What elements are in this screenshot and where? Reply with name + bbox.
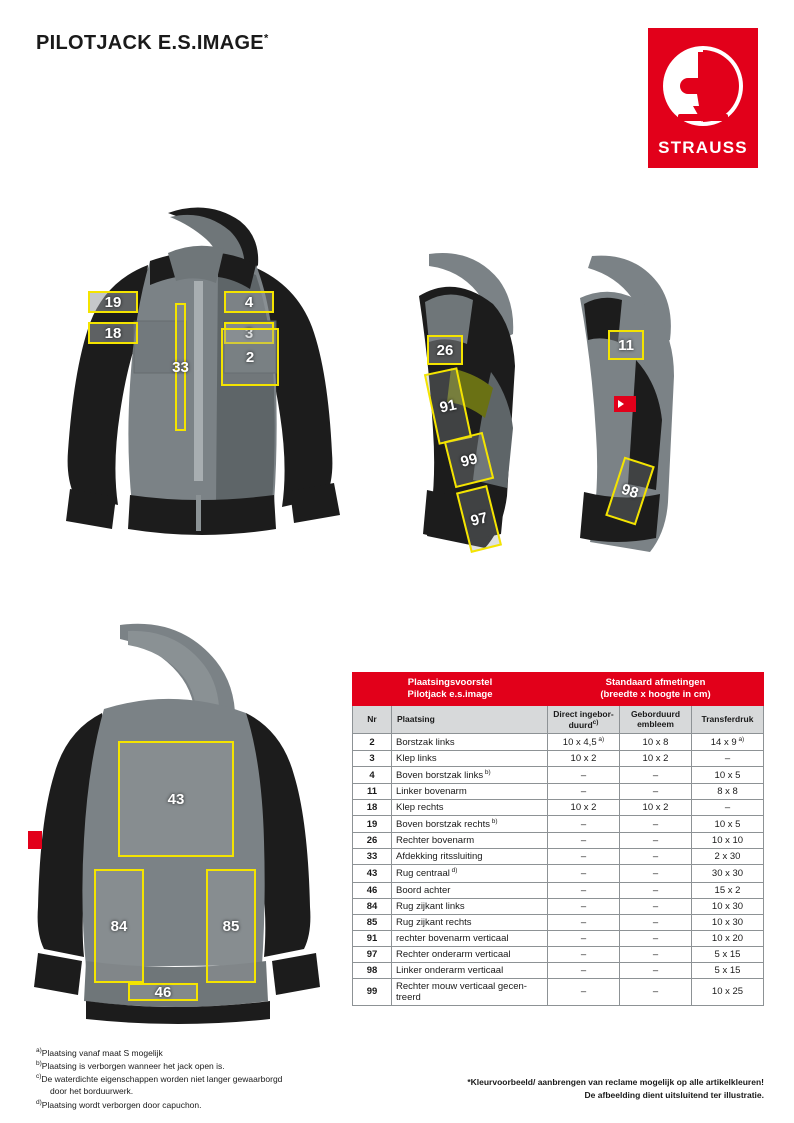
marker-33: 33 [175, 303, 186, 431]
table-header-right-line2: (breedte x hoogte in cm) [600, 688, 711, 700]
footnote-b-sup: b) [36, 1060, 42, 1068]
table-row [353, 898, 764, 914]
cell-plaatsing: Linker bovenarm [392, 784, 548, 800]
cell-direct: – [548, 816, 620, 833]
cell-transfer: – [692, 751, 764, 767]
table-row [353, 930, 764, 946]
marker-18: 18 [88, 322, 138, 344]
cell-direct: – [548, 914, 620, 930]
table-header-right-line1: Standaard afmetingen [605, 677, 706, 688]
column-direct-line1: Direct ingebor- [553, 708, 614, 719]
cell-nr: 11 [353, 784, 392, 800]
cell-nr: 4 [353, 767, 392, 784]
cell-transfer: 5 x 15 [692, 962, 764, 978]
cell-plaatsing: Linker onderarm verticaal [392, 962, 548, 978]
marker-3: 3 [224, 322, 274, 344]
cell-embleem: – [620, 930, 692, 946]
marker-19: 19 [88, 291, 138, 313]
cell-direct: – [548, 898, 620, 914]
cell-embleem: – [620, 898, 692, 914]
cell-plaatsing: Rug zijkant rechts [392, 914, 548, 930]
cell-transfer: 10 x 25 [692, 978, 764, 1005]
cell-plaatsing-sup: b) [483, 769, 491, 777]
footnote-a-text: Plaatsing vanaf maat S mogelijk [41, 1047, 163, 1058]
footnote-d-text: Plaatsing wordt verborgen door capuchon. [41, 1099, 202, 1110]
cell-nr: 98 [353, 962, 392, 978]
column-direct-sup: c) [592, 718, 599, 726]
cell-plaatsing: Boven borstzak links $^{b)}$ [392, 767, 548, 784]
cell-transfer: 10 x 5 [692, 767, 764, 784]
jacket-side-view [550, 250, 700, 560]
cell-transfer: 5 x 15 [692, 946, 764, 962]
column-transferdruk: Transferdruk [692, 705, 764, 733]
cell-direct: – [548, 978, 620, 1005]
cell-transfer: 10 x 30 [692, 898, 764, 914]
cell-nr: 46 [353, 882, 392, 898]
table-row [353, 751, 764, 767]
footnote-b [36, 1059, 366, 1072]
strauss-logo [648, 28, 758, 168]
footnote-a-sup: a) [36, 1047, 42, 1054]
cell-nr: 33 [353, 849, 392, 865]
cell-transfer: 30 x 30 [692, 865, 764, 882]
cell-plaatsing: Klep links [392, 751, 548, 767]
cell-embleem: – [620, 962, 692, 978]
cell-direct: – [548, 962, 620, 978]
marker-99: 99 [444, 432, 494, 488]
marker-97: 97 [456, 485, 502, 553]
table-header-red [353, 673, 764, 706]
table-row [353, 784, 764, 800]
table-header-left-line1: Plaatsingsvoorstel [407, 677, 493, 688]
cell-embleem: – [620, 833, 692, 849]
marker-85: 85 [206, 869, 256, 983]
cell-plaatsing: rechter bovenarm verticaal [392, 930, 548, 946]
cell-transfer: 10 x 30 [692, 914, 764, 930]
cell-direct: 10 x 4,5 $^{a)}$ [548, 733, 620, 750]
marker-2: 2 [221, 328, 279, 386]
table-body [353, 733, 764, 1005]
page-title-text: PILOTJACK E.S.IMAGE [36, 32, 264, 54]
cell-nr: 19 [353, 816, 392, 833]
footnote-d-sup: d) [36, 1098, 42, 1106]
cell-direct: – [548, 767, 620, 784]
cell-plaatsing: Rug centraal $^{d)}$ [392, 865, 548, 882]
cell-plaatsing: Borstzak links [392, 733, 548, 750]
jacket-sleeve-view [395, 250, 545, 560]
footnote-a [36, 1046, 366, 1059]
cell-plaatsing-sup: b) [490, 818, 498, 826]
table-header-left-line2: Pilotjack e.s.image [407, 688, 493, 700]
cell-plaatsing: Rechter mouw verticaal gecen- treerd [392, 978, 548, 1005]
marker-84: 84 [94, 869, 144, 983]
disclaimer [344, 1076, 764, 1102]
cell-embleem: – [620, 767, 692, 784]
table-row [353, 946, 764, 962]
table-row [353, 833, 764, 849]
cell-nr: 84 [353, 898, 392, 914]
marker-43: 43 [118, 741, 234, 857]
table-header-right [548, 673, 764, 706]
cell-transfer: 10 x 10 [692, 833, 764, 849]
cell-direct: 10 x 2 [548, 751, 620, 767]
table-row [353, 865, 764, 882]
cell-nr: 2 [353, 733, 392, 750]
table-row [353, 882, 764, 898]
footnote-c-sup: c) [36, 1073, 42, 1081]
cell-direct: – [548, 946, 620, 962]
cell-direct: – [548, 865, 620, 882]
column-embleem-line2: embleem [637, 719, 674, 730]
table-row [353, 733, 764, 750]
footnote-b-text: Plaatsing is verborgen wanneer het jack open is. [41, 1060, 225, 1071]
strauss-anvil-icon [648, 40, 758, 132]
marker-26: 26 [427, 335, 463, 365]
column-nr: Nr [353, 705, 392, 733]
cell-nr: 91 [353, 930, 392, 946]
cell-plaatsing: Rug zijkant links [392, 898, 548, 914]
table-row [353, 978, 764, 1005]
cell-nr: 26 [353, 833, 392, 849]
jacket-front-view [18, 195, 378, 595]
marker-11: 11 [608, 330, 644, 360]
logo-brand-text: STRAUSS [658, 138, 748, 157]
cell-nr: 99 [353, 978, 392, 1005]
cell-embleem: – [620, 865, 692, 882]
column-geborduurd-embleem [620, 705, 692, 733]
table-header-columns [353, 705, 764, 733]
placement-table [352, 672, 764, 1006]
cell-plaatsing: Boven borstzak rechts $^{b)}$ [392, 816, 548, 833]
cell-transfer: 10 x 5 [692, 816, 764, 833]
table-row [353, 914, 764, 930]
cell-nr: 18 [353, 800, 392, 816]
cell-direct: – [548, 882, 620, 898]
cell-transfer: 15 x 2 [692, 882, 764, 898]
cell-transfer: 14 x 9 $^{a)}$ [692, 733, 764, 750]
cell-nr: 3 [353, 751, 392, 767]
cell-embleem: 10 x 2 [620, 800, 692, 816]
column-direct-line2: duurd [568, 719, 593, 730]
cell-plaatsing-sup: d) [449, 867, 458, 875]
disclaimer-line2: De afbeelding dient uitsluitend ter illustratie. [584, 1089, 764, 1100]
disclaimer-line1: *Kleurvoorbeeld/ aanbrengen van reclame mogelijk op alle artikelkleuren! [467, 1077, 764, 1087]
cell-nr: 43 [353, 865, 392, 882]
footnote-c-text: De waterdichte eigenschappen worden niet langer gewaarborgd [41, 1074, 283, 1085]
cell-embleem: – [620, 784, 692, 800]
cell-transfer: 2 x 30 [692, 849, 764, 865]
cell-nr: 97 [353, 946, 392, 962]
page-title-star: * [263, 32, 269, 45]
marker-98: 98 [605, 457, 655, 526]
cell-embleem: – [620, 946, 692, 962]
marker-91: 91 [424, 367, 472, 444]
table-row [353, 767, 764, 784]
cell-direct: – [548, 849, 620, 865]
cell-direct: 10 x 2 [548, 800, 620, 816]
cell-transfer: – [692, 800, 764, 816]
cell-direct: – [548, 833, 620, 849]
table-row [353, 849, 764, 865]
cell-embleem: – [620, 882, 692, 898]
cell-transfer: 8 x 8 [692, 784, 764, 800]
marker-4: 4 [224, 291, 274, 313]
cell-nr: 85 [353, 914, 392, 930]
table-row [353, 816, 764, 833]
cell-transfer: 10 x 20 [692, 930, 764, 946]
cell-direct: – [548, 930, 620, 946]
cell-embleem: – [620, 816, 692, 833]
footnote-d [36, 1098, 366, 1111]
table-row [353, 962, 764, 978]
cell-direct-sup: a) [596, 735, 605, 743]
footnote-c [36, 1072, 366, 1085]
table-header-left [353, 673, 548, 706]
cell-embleem: – [620, 849, 692, 865]
column-direct-ingeborduurd [548, 705, 620, 733]
cell-direct: – [548, 784, 620, 800]
cell-embleem: 10 x 8 [620, 733, 692, 750]
cell-embleem: – [620, 914, 692, 930]
column-embleem-line1: Geborduurd [630, 709, 681, 720]
cell-embleem: 10 x 2 [620, 751, 692, 767]
jacket-back-view [10, 615, 340, 1035]
table-row [353, 800, 764, 816]
cell-plaatsing: Rechter onderarm verticaal [392, 946, 548, 962]
column-plaatsing: Plaatsing [392, 705, 548, 733]
footnotes [36, 1046, 366, 1111]
footnote-c-cont: door het borduurwerk. [50, 1086, 134, 1097]
cell-plaatsing: Afdekking ritssluiting [392, 849, 548, 865]
cell-transfer-sup: a) [736, 735, 745, 743]
cell-plaatsing: Rechter bovenarm [392, 833, 548, 849]
marker-46: 46 [128, 983, 198, 1001]
cell-plaatsing: Klep rechts [392, 800, 548, 816]
cell-embleem: – [620, 978, 692, 1005]
cell-plaatsing: Boord achter [392, 882, 548, 898]
page-title [36, 32, 269, 55]
